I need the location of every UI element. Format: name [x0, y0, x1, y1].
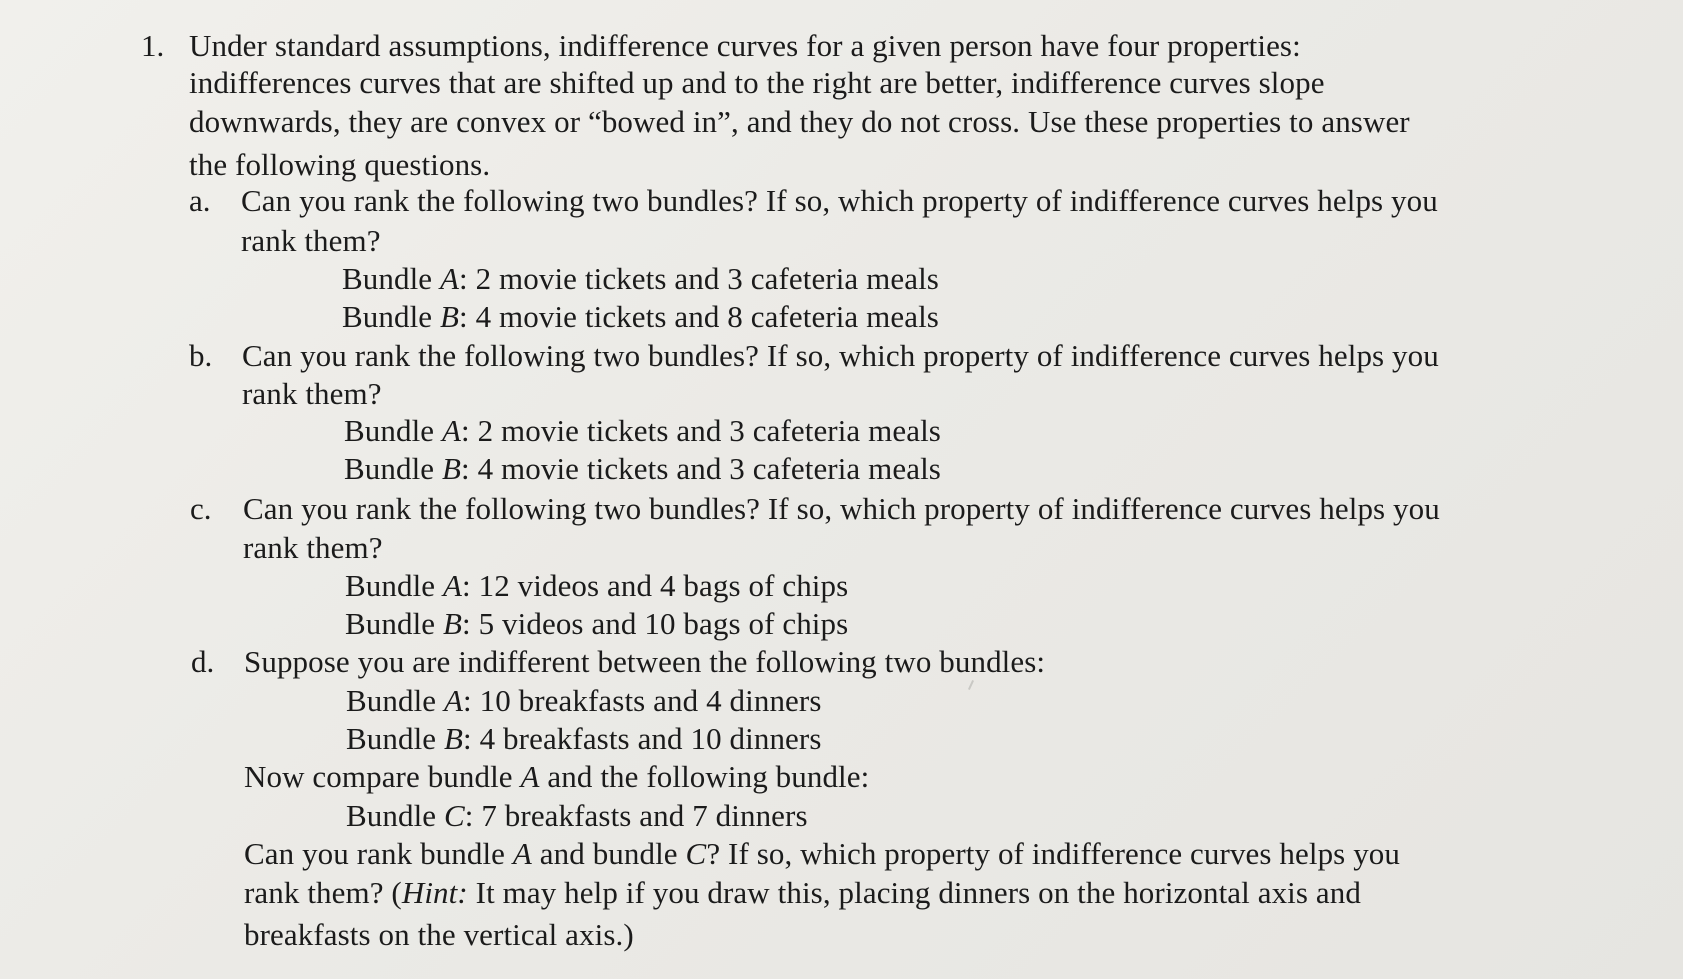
- compare-before: Now compare bundle: [244, 759, 521, 794]
- part-d-final-line-3: breakfasts on the vertical axis.): [244, 917, 634, 952]
- question-number: 1.: [141, 28, 165, 63]
- bundle-label: Bundle: [342, 261, 440, 296]
- part-a-bundle-b: [342, 298, 939, 336]
- part-d-prompt-1: Suppose you are indifferent between the following two bundles:: [244, 644, 1046, 679]
- bundle-label: Bundle: [345, 606, 443, 641]
- bundle-contents: : 2 movie tickets and 3 cafeteria meals: [461, 413, 941, 448]
- part-d-bundle-b: [346, 720, 822, 758]
- part-d-compare-line: [244, 758, 869, 796]
- bundle-label: Bundle: [345, 568, 443, 603]
- bundle-contents: : 5 videos and 10 bags of chips: [462, 606, 849, 641]
- part-c-prompt-1: Can you rank the following two bundles? If so, which property of indifference curves helps you: [243, 491, 1440, 526]
- bundle-contents: : 12 videos and 4 bags of chips: [462, 568, 849, 603]
- bundle-letter: B: [443, 606, 463, 641]
- final-before: Can you rank bundle: [244, 836, 513, 871]
- hint-before: rank them? (: [244, 875, 402, 910]
- bundle-contents: : 4 movie tickets and 8 cafeteria meals: [459, 299, 939, 334]
- bundle-letter: A: [444, 683, 464, 718]
- final-after: ? If so, which property of indifference curves helps you: [706, 836, 1400, 871]
- bundle-label: Bundle: [342, 299, 440, 334]
- part-c-bundle-b: [345, 605, 848, 643]
- bundle-contents: : 7 breakfasts and 7 dinners: [464, 798, 808, 833]
- bundle-letter: B: [444, 721, 464, 756]
- part-d-final-line-1: [244, 835, 1400, 873]
- intro-line-4: the following questions.: [189, 147, 491, 182]
- bundle-letter: B: [440, 299, 460, 334]
- part-c-bundle-a: [345, 567, 848, 605]
- bundle-letter: B: [442, 451, 462, 486]
- bundle-letter: C: [444, 798, 465, 833]
- paper-speck: [968, 680, 974, 690]
- final-middle: and bundle: [531, 836, 686, 871]
- compare-after: and the following bundle:: [539, 759, 870, 794]
- bundle-label: Bundle: [346, 683, 444, 718]
- bundle-letter: A: [440, 261, 460, 296]
- hint-after: It may help if you draw this, placing dinners on the horizontal axis and: [467, 875, 1361, 910]
- bundle-label: Bundle: [344, 413, 442, 448]
- bundle-contents: : 10 breakfasts and 4 dinners: [463, 683, 822, 718]
- compare-letter: A: [520, 759, 540, 794]
- bundle-label: Bundle: [346, 721, 444, 756]
- part-c-prompt-2: rank them?: [243, 530, 383, 565]
- part-b-prompt-1: Can you rank the following two bundles? If so, which property of indifference curves helps you: [242, 338, 1439, 373]
- bundle-letter: A: [443, 568, 463, 603]
- bundle-contents: : 4 movie tickets and 3 cafeteria meals: [461, 451, 941, 486]
- part-d-final-line-2: [244, 874, 1361, 912]
- intro-line-3: downwards, they are convex or “bowed in”, and they do not cross. Use these properties to answer: [189, 104, 1410, 139]
- part-b-bundle-a: [344, 412, 941, 450]
- intro-line-1: Under standard assumptions, indifference curves for a given person have four properties:: [189, 28, 1301, 63]
- part-a-prompt-1: Can you rank the following two bundles? If so, which property of indifference curves helps you: [241, 183, 1438, 218]
- part-d-bundle-a: [346, 682, 822, 720]
- part-a-bundle-a: [342, 260, 939, 298]
- part-a-prompt-2: rank them?: [241, 223, 381, 258]
- final-letter-a: A: [512, 836, 532, 871]
- part-b-prompt-2: rank them?: [242, 376, 382, 411]
- bundle-letter: A: [442, 413, 462, 448]
- final-letter-c: C: [685, 836, 707, 871]
- hint-label: Hint:: [401, 875, 468, 910]
- part-c-marker: c.: [190, 491, 212, 526]
- bundle-contents: : 4 breakfasts and 10 dinners: [463, 721, 822, 756]
- part-a-marker: a.: [189, 183, 211, 218]
- bundle-contents: : 2 movie tickets and 3 cafeteria meals: [459, 261, 939, 296]
- part-b-bundle-b: [344, 450, 941, 488]
- intro-line-2: indifferences curves that are shifted up and to the right are better, indifference curves slope: [189, 65, 1325, 100]
- part-b-marker: b.: [189, 338, 213, 373]
- part-d-marker: d.: [191, 644, 215, 679]
- bundle-label: Bundle: [344, 451, 442, 486]
- bundle-label: Bundle: [346, 798, 444, 833]
- part-d-bundle-c: [346, 797, 808, 835]
